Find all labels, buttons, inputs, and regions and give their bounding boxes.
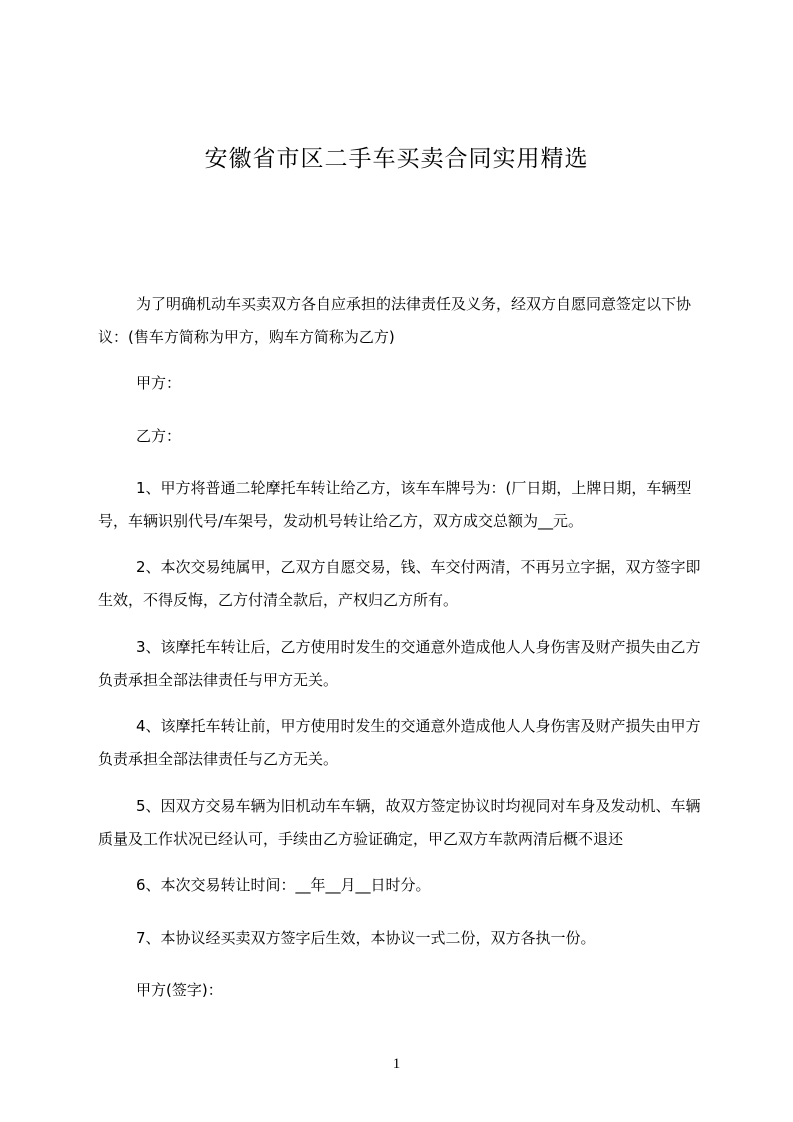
page-number: 1 — [392, 1056, 401, 1072]
party-a-label: 甲方： — [136, 374, 182, 392]
intro-paragraph: 为了明确机动车买卖双方各自应承担的法律责任及义务，经双方自愿同意签定以下协议：(售车方简称为甲方，购车方简称为乙方) — [98, 295, 692, 346]
clause-6: 6、本次交易转让时间：__年__月__日时分。 — [136, 876, 431, 894]
clause-3: 3、该摩托车转让后，乙方使用时发生的交通意外造成他人人身伤害及财产损失由乙方负责承担全部法律责任与甲方无关。 — [98, 638, 701, 689]
clause-2: 2、本次交易纯属甲，乙双方自愿交易，钱、车交付两清，不再另立字据，双方签字即生效，不得反悔，乙方付清全款后，产权归乙方所有。 — [98, 558, 701, 609]
clause-4: 4、该摩托车转让前，甲方使用时发生的交通意外造成他人人身伤害及财产损失由甲方负责承担全部法律责任与乙方无关。 — [98, 717, 701, 768]
document-title: 安徽省市区二手车买卖合同实用精选 — [204, 146, 589, 172]
clause-7: 7、本协议经买卖双方签字后生效，本协议一式二份，双方各执一份。 — [136, 929, 596, 947]
clause-1: 1、甲方将普通二轮摩托车转让给乙方，该车车牌号为：(厂日期，上牌日期，车辆型号，车辆识别代号/车架号，发动机号转让给乙方，双方成交总额为__元。 — [98, 479, 692, 530]
signature-a-label: 甲方(签字)： — [136, 981, 223, 999]
party-b-label: 乙方： — [136, 427, 182, 445]
clause-5: 5、因双方交易车辆为旧机动车车辆，故双方签定协议时均视同对车身及发动机、车辆质量及工作状况已经认可，手续由乙方验证确定，甲乙双方车款两清后概不退还 — [98, 797, 701, 848]
